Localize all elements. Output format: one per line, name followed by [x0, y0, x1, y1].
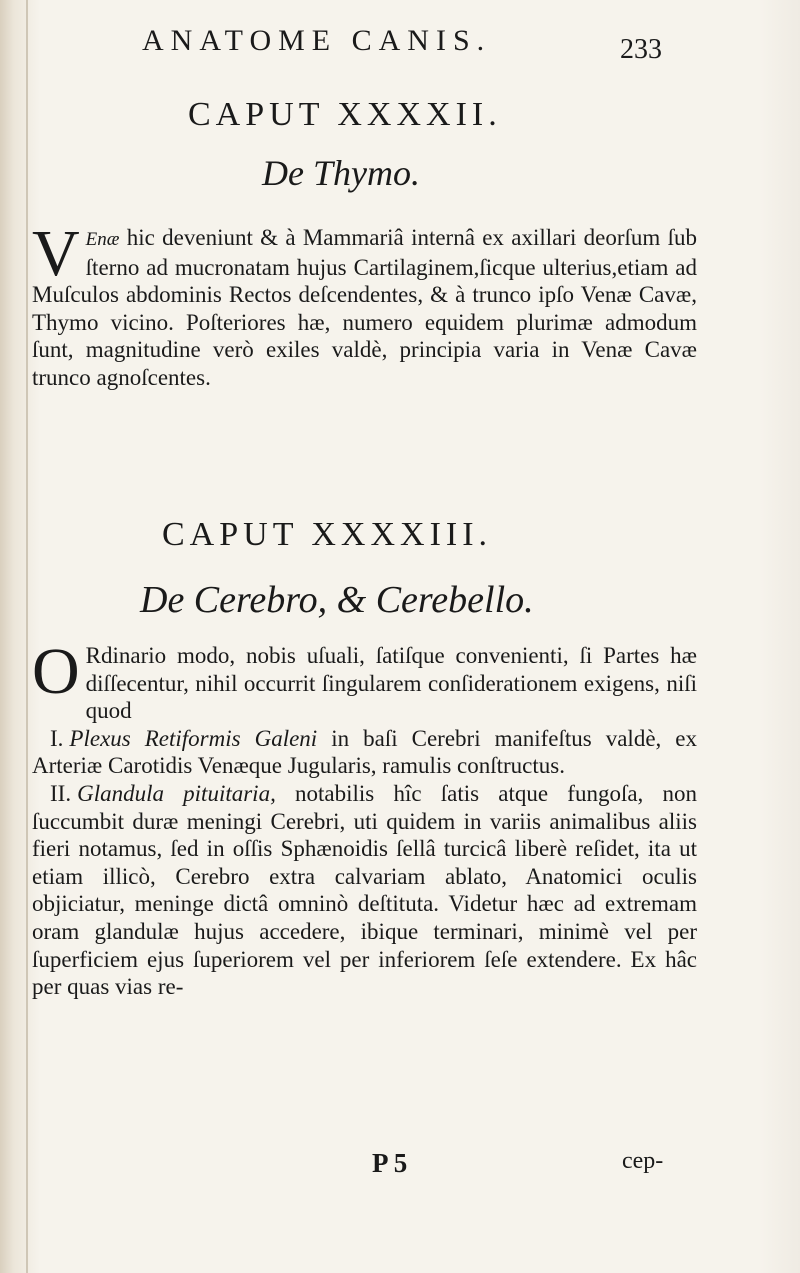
- page-gutter: [26, 0, 28, 1273]
- list-item: [32, 725, 697, 780]
- page-number: 233: [620, 34, 662, 65]
- drop-cap: O: [32, 635, 80, 708]
- running-head: ANATOME CANIS.: [142, 24, 492, 57]
- chapter-paragraph: [32, 217, 698, 392]
- chapter-title: CAPUT XXXXIII.: [162, 516, 493, 553]
- first-word: Enæ: [85, 229, 120, 250]
- list-item: [32, 780, 697, 1001]
- drop-cap: V: [32, 217, 80, 290]
- item-term: Plexus Retiformis Galeni: [69, 725, 318, 751]
- item-text: notabilis hîc ſatis atque fungoſa, non ſuccumbit duræ meningi Cerebri, uti quidem in variis animalibus aliis fieri notamus, ſed in oſſis Sphænoidis ſellâ turcicâ liberè reſidet, ita ut etiam illicò, Cerebro extra calvariam ablato, Anatomici oculis objiciatur, meninge dictâ omninò deſtituta. Videtur hæc ad extremam oram glandulæ hujus accedere, ibique terminari, minimè vel per ſuperficiem ejus ſuperiorem vel per inferiorem ſeſe extendere. Ex hâc per quas vias re-: [32, 780, 697, 1000]
- paragraph-text: hic deveniunt & à Mammariâ internâ ex axillari deorſum ſub ſterno ad mucronatam hujus Cartilaginem,ſicque ulterius,etiam ad Muſculos abdominis Rectos deſcendentes, & à trunco ipſo Venæ Cavæ, Thymo vicino. Poſteriores hæ, numero equidem plurimæ admodum ſunt, magnitudine verò exiles valdè, principia varia in Venæ Cavæ trunco agnoſcentes.: [32, 225, 698, 390]
- chapter-subtitle: De Thymo.: [262, 153, 420, 193]
- signature-mark: P 5: [372, 1148, 408, 1178]
- item-term: Glandula pituitaria,: [77, 780, 276, 806]
- chapter-title: CAPUT XXXXII.: [188, 96, 502, 133]
- catchword: cep-: [622, 1148, 664, 1174]
- item-text: in baſi Cerebri manifeſtus valdè, ex Arteriæ Carotidis Venæque Jugularis, ramulis conſtructus.: [32, 725, 697, 779]
- paragraph-text: Rdinario modo, nobis uſuali, ſatiſque convenienti, ſi Partes hæ diſſecentur, nihil occurrit ſingularem conſiderationem exigens, niſi quod: [85, 643, 697, 724]
- chapter-paragraph: [32, 635, 697, 1001]
- chapter-subtitle: De Cerebro, & Cerebello.: [140, 579, 534, 621]
- item-number: I.: [50, 725, 64, 751]
- item-number: II.: [50, 780, 72, 806]
